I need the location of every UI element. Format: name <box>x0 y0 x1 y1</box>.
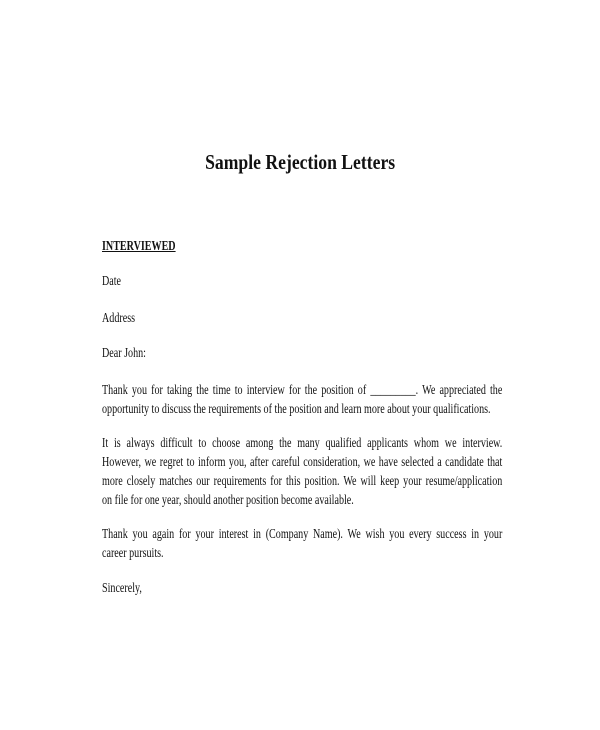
paragraph-1-line: Thank you for taking the time to interview for the position of _________. We appreciated the <box>102 383 503 398</box>
paragraph-2-line: more closely matches our requirements for this position. We will keep your resume/application <box>102 474 503 489</box>
paragraph-1-line: opportunity to discuss the requirements of the position and learn more about your qualifications. <box>102 402 491 417</box>
date-line: Date <box>102 274 122 289</box>
paragraph-2-line: It is always difficult to choose among the many qualified applicants whom we interview. <box>102 436 503 451</box>
paragraph-3-line: Thank you again for your interest in (Company Name). We wish you every success in your <box>102 527 503 542</box>
document-title: Sample Rejection Letters <box>204 150 396 174</box>
section-heading: INTERVIEWED <box>102 239 176 254</box>
paragraph-2-line: on file for one year, should another position become available. <box>102 493 354 508</box>
closing: Sincerely, <box>102 581 142 596</box>
paragraph-2-line: However, we regret to inform you, after careful consideration, we have selected a candidate that <box>102 455 503 470</box>
salutation: Dear John: <box>102 346 146 361</box>
address-line: Address <box>102 311 136 326</box>
paragraph-3-line: career pursuits. <box>102 546 164 561</box>
